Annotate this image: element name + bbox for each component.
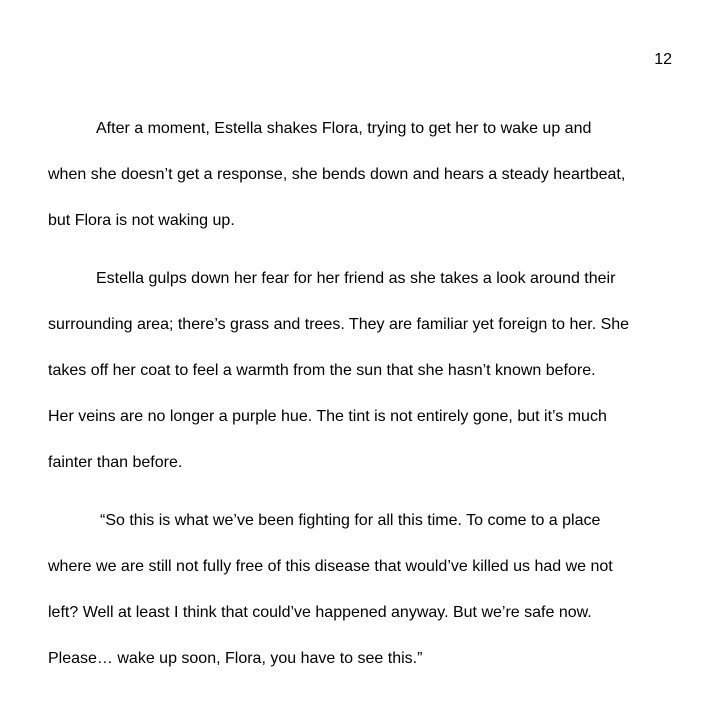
text-line: left? Well at least I think that could’ve happened anyway. But we’re safe now. (48, 604, 592, 621)
text-line: “So this is what we’ve been fighting for all this time. To come to a place (100, 512, 601, 529)
text-line: when she doesn’t get a response, she bends down and hears a steady heartbeat, (48, 166, 626, 183)
text-line: where we are still not fully free of this disease that would’ve killed us had we not (48, 558, 613, 575)
text-line: but Flora is not waking up. (48, 212, 235, 229)
paragraph-1 (48, 106, 678, 244)
text-line: Estella gulps down her fear for her friend as she takes a look around their (96, 270, 616, 287)
body-text (48, 106, 678, 694)
paragraph-3 (48, 498, 678, 682)
text-line: takes off her coat to feel a warmth from the sun that she hasn’t known before. (48, 362, 596, 379)
page-number: 12 (654, 51, 672, 68)
text-line: fainter than before. (48, 454, 183, 471)
text-line: After a moment, Estella shakes Flora, trying to get her to wake up and (96, 120, 592, 137)
text-line: Her veins are no longer a purple hue. The tint is not entirely gone, but it’s much (48, 408, 607, 425)
text-line: surrounding area; there’s grass and trees. They are familiar yet foreign to her. She (48, 316, 630, 333)
text-line: Please… wake up soon, Flora, you have to see this.” (48, 650, 423, 667)
paragraph-2 (48, 256, 678, 486)
